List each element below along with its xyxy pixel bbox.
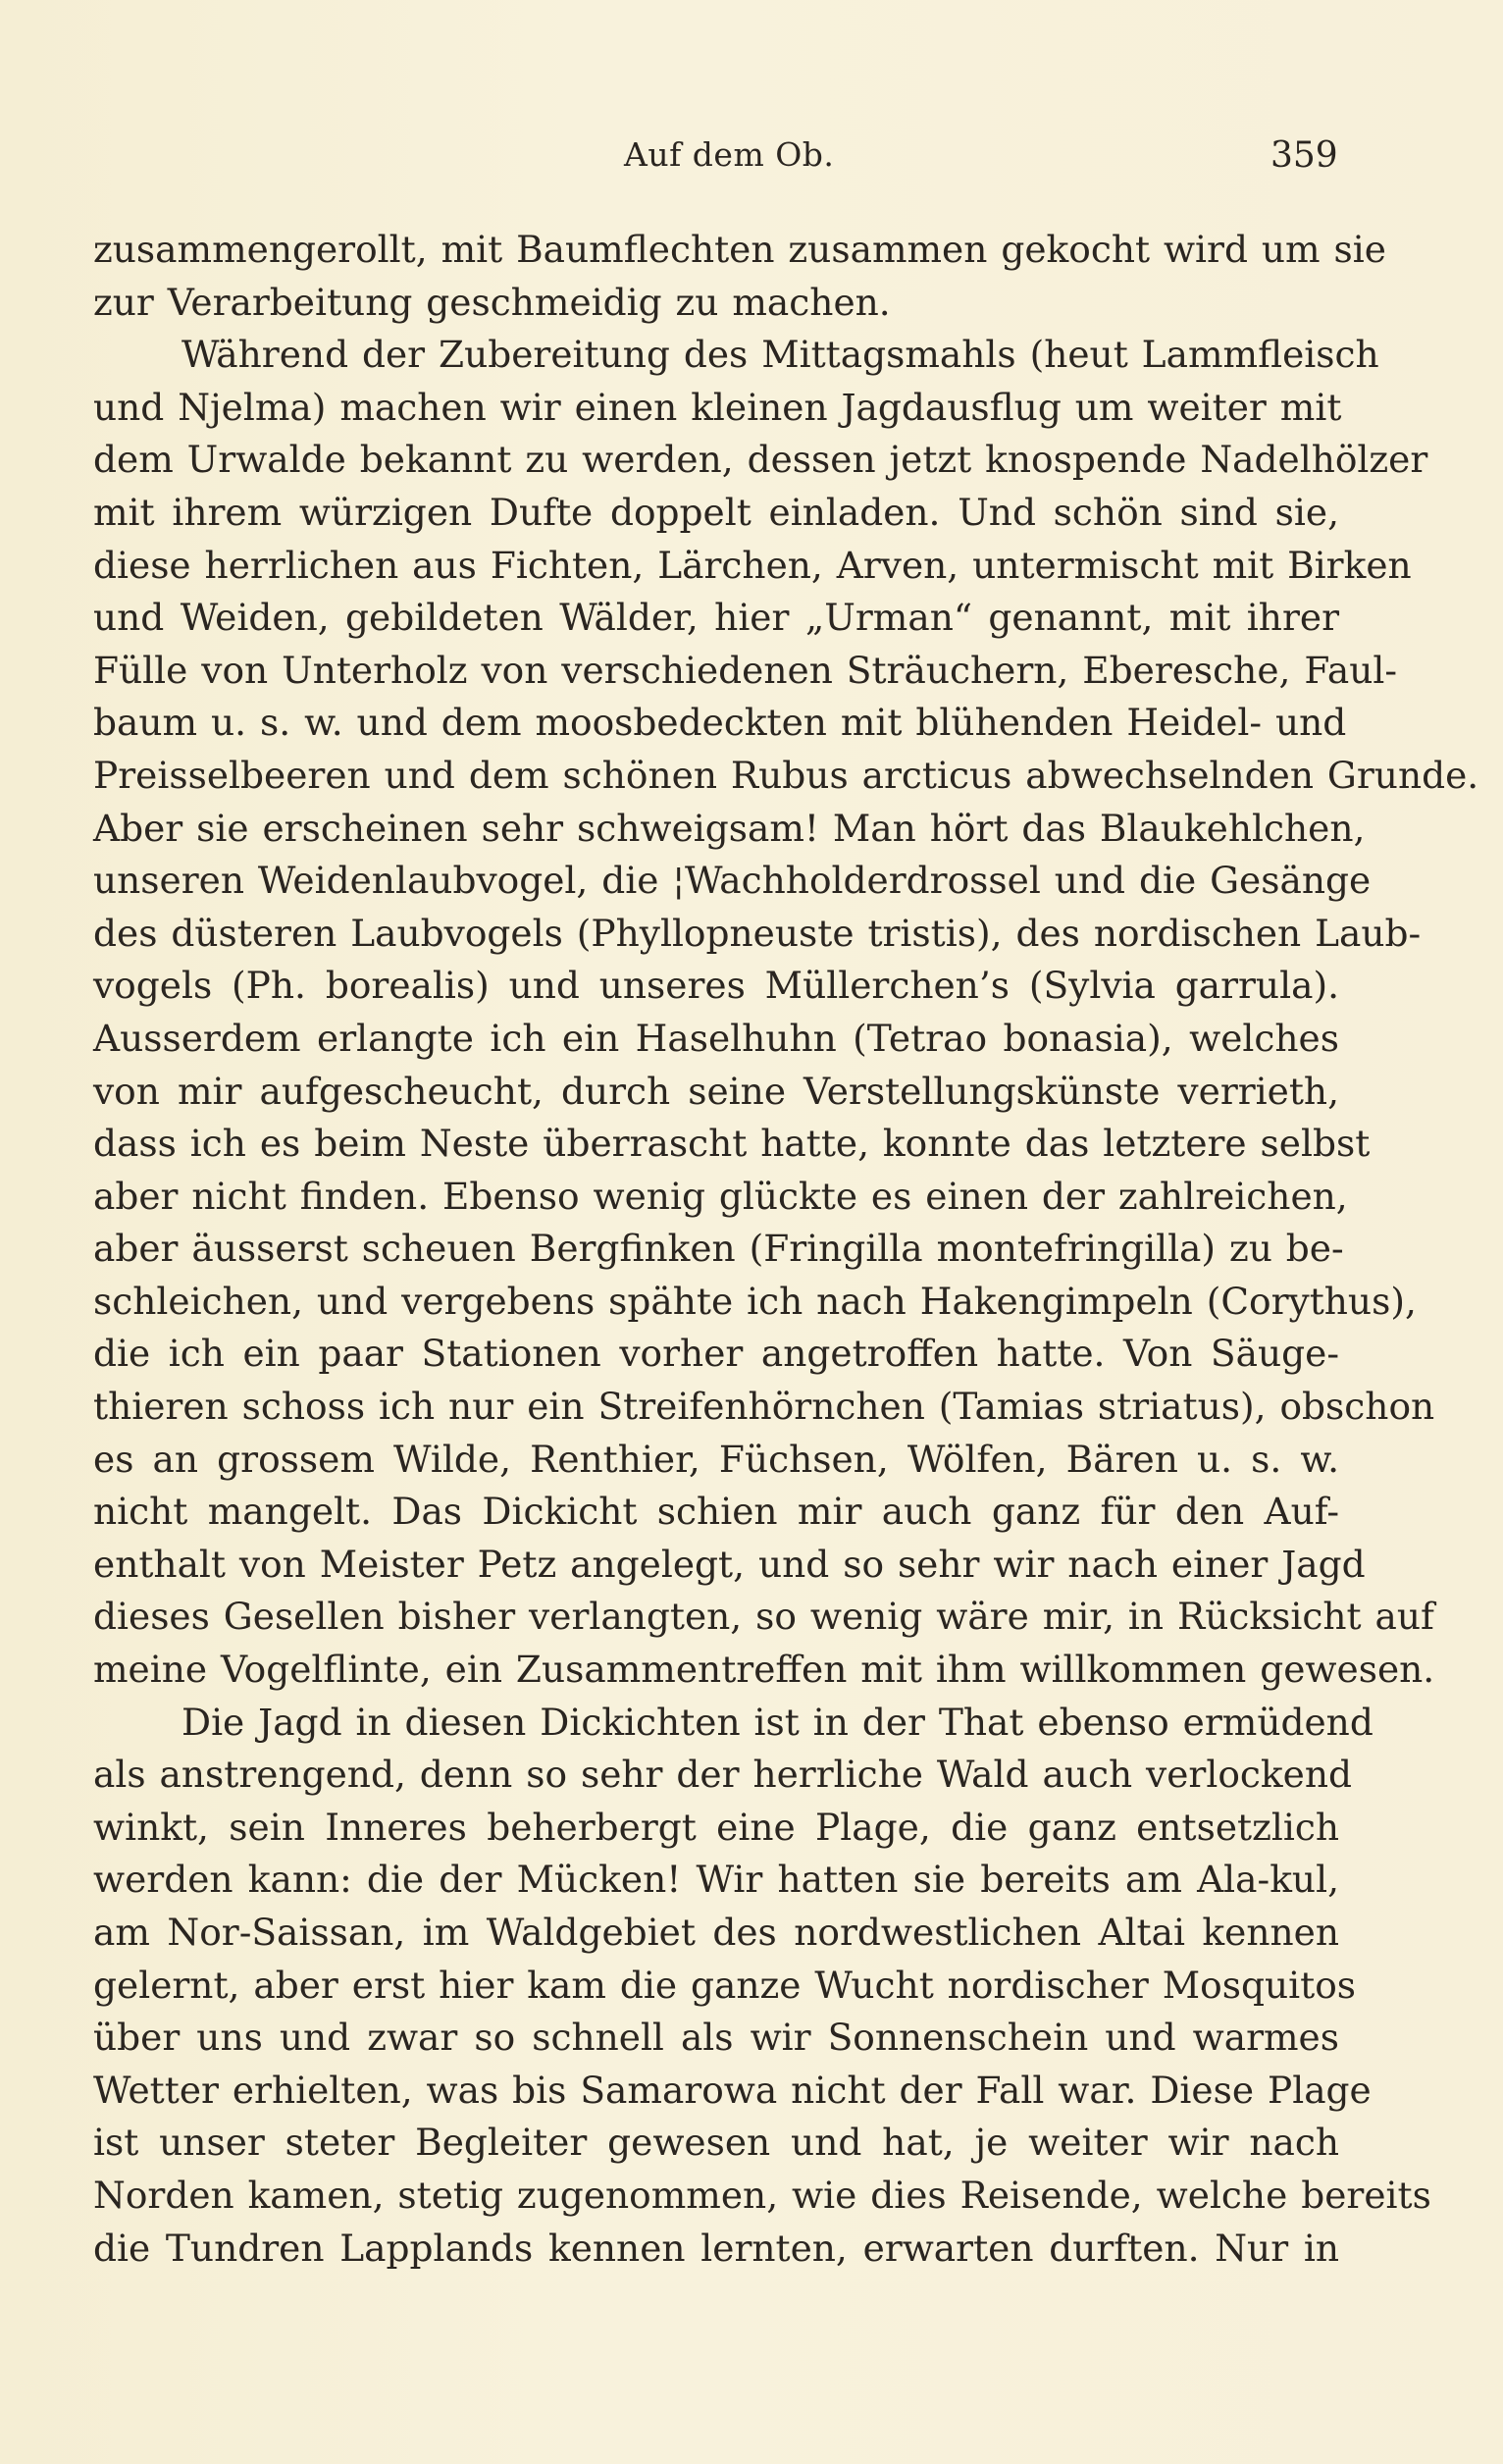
text-line: diese herrlichen aus Fichten, Lärchen, Arven, untermischt mit Birken (93, 543, 1412, 587)
running-title: Auf dem Ob. (624, 135, 835, 174)
text-line: meine Vogelflinte, ein Zusammentreffen mit ihm willkommen gewesen. (93, 1648, 1435, 1692)
text-line: dass ich es beim Neste überrascht hatte, konnte das letztere selbst (93, 1122, 1371, 1166)
text-line: ist unser steter Begleiter gewesen und hat, je weiter wir nach (93, 2121, 1339, 2165)
text-line: und Njelma) machen wir einen kleinen Jagdausflug um weiter mit (93, 385, 1342, 429)
text-line: von mir aufgescheucht, durch seine Verstellungskünste verrieth, (93, 1069, 1339, 1113)
text-line: enthalt von Meister Petz angelegt, und so sehr wir nach einer Jagd (93, 1542, 1366, 1586)
text-line: winkt, sein Inneres beherbergt eine Plage, die ganz entsetzlich (93, 1805, 1339, 1849)
text-line: Norden kamen, stetig zugenommen, wie dies Reisende, welche bereits (93, 2173, 1431, 2217)
text-line: baum u. s. w. und dem moosbedeckten mit blühenden Heidel- und (93, 701, 1347, 745)
text-line: Fülle von Unterholz von verschiedenen Sträuchern, Eberesche, Faul- (93, 648, 1398, 692)
text-line: Die Jagd in diesen Dickichten ist in der That ebenso ermüdend (181, 1700, 1373, 1744)
text-line: mit ihrem würzigen Dufte doppelt einladen. Und schön sind sie, (93, 490, 1339, 534)
text-line: es an grossem Wilde, Renthier, Füchsen, Wölfen, Bären u. s. w. (93, 1437, 1339, 1481)
page-number: 359 (1270, 135, 1338, 176)
text-line: nicht mangelt. Das Dickicht schien mir auch ganz für den Auf- (93, 1490, 1339, 1534)
text-line: als anstrengend, denn so sehr der herrliche Wald auch verlockend (93, 1753, 1352, 1797)
paragraph-2 (93, 329, 1479, 1696)
text-line: aber nicht finden. Ebenso wenig glückte es einen der zahlreichen, (93, 1174, 1348, 1218)
text-line: schleichen, und vergebens spähte ich nach Hakengimpeln (Corythus), (93, 1279, 1417, 1323)
text-line: werden kann: die der Mücken! Wir hatten sie bereits am Ala-kul, (93, 1858, 1339, 1902)
text-line: unseren Weidenlaubvogel, die ¦Wachholderdrossel und die Gesänge (93, 859, 1372, 903)
text-line: dem Urwalde bekannt zu werden, dessen jetzt knospende Nadelhölzer (93, 438, 1428, 482)
text-line: thieren schoss ich nur ein Streifenhörnchen (Tamias striatus), obschon (93, 1385, 1435, 1429)
text-line: Während der Zubereitung des Mittagsmahls (heut Lammfleisch (181, 333, 1379, 377)
text-line: Preisselbeeren und dem schönen Rubus arcticus abwechselnden Grunde. (93, 753, 1479, 797)
text-line: die ich ein paar Stationen vorher angetroffen hatte. Von Säuge- (93, 1332, 1339, 1376)
text-line: dieses Gesellen bisher verlangten, so wenig wäre mir, in Rücksicht auf (93, 1595, 1434, 1639)
page-header (0, 135, 1503, 184)
text-line: gelernt, aber erst hier kam die ganze Wucht nordischer Mosquitos (93, 1963, 1357, 2007)
paragraph-3 (93, 1697, 1431, 2276)
paragraph-1 (93, 224, 1386, 329)
text-line: Wetter erhielten, was bis Samarowa nicht der Fall war. Diese Plage (93, 2068, 1372, 2112)
body-text (93, 224, 1479, 2275)
text-line: Ausserdem erlangte ich ein Haselhuhn (Tetrao bonasia), welches (93, 1016, 1339, 1060)
text-line: und Weiden, gebildeten Wälder, hier „Urman“ genannt, mit ihrer (93, 596, 1339, 640)
text-line: zusammengerollt, mit Baumflechten zusammen gekocht wird um sie (93, 228, 1386, 271)
text-line: über uns und zwar so schnell als wir Sonnenschein und warmes (93, 2016, 1339, 2060)
text-line: Aber sie erscheinen sehr schweigsam! Man hört das Blaukehlchen, (93, 806, 1366, 850)
text-line: des düsteren Laubvogels (Phyllopneuste tristis), des nordischen Laub- (93, 911, 1422, 955)
text-line: zur Verarbeitung geschmeidig zu machen. (93, 280, 891, 324)
text-line: aber äusserst scheuen Bergfinken (Fringilla montefringilla) zu be- (93, 1227, 1344, 1271)
text-line: vogels (Ph. borealis) und unseres Müllerchen’s (Sylvia garrula). (93, 964, 1339, 1008)
text-line: am Nor-Saissan, im Waldgebiet des nordwestlichen Altai kennen (93, 1911, 1339, 1954)
text-line: die Tundren Lapplands kennen lernten, erwarten durften. Nur in (93, 2226, 1339, 2270)
